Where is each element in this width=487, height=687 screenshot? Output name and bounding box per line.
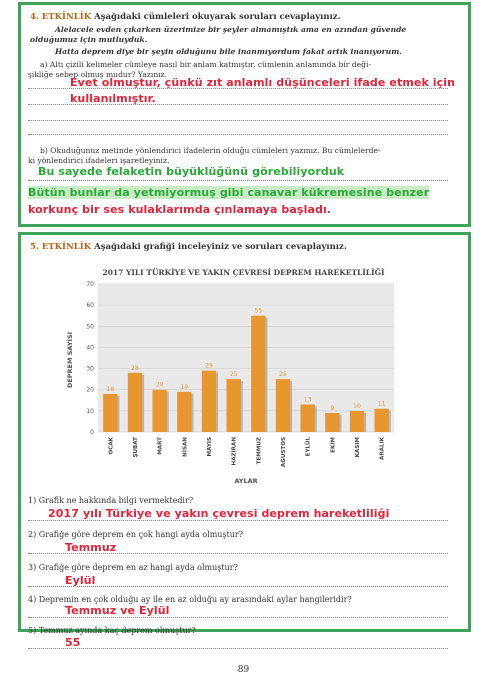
paragraph-1-line-2: olduğumuz için mutluyduk. [30, 35, 148, 44]
category-label: KASIM [355, 437, 361, 458]
y-tick-label: 0 [90, 429, 94, 436]
bar-value-label: 13 [303, 396, 312, 404]
paragraph-1-line-1: Alelacele evden çıkarken üzerimize bir şeyler almamıştık ama en azından güvende [55, 25, 407, 34]
y-tick-label: 50 [86, 323, 94, 331]
bar [153, 390, 167, 432]
question-b-line-2: ki yönlendirici ifadeleri işaretleyiniz. [28, 156, 170, 165]
category-label: ŞUBAT [133, 437, 139, 458]
category-label: NİSAN [182, 437, 189, 457]
question-4: 4) Depremin en çok olduğu ay ile en az olduğu ay arasındaki aylar hangileridir? [28, 595, 352, 604]
paragraph-2: Hatta deprem diye bir şeyin olduğunu bile inanmıyordum fakat artık inanıyorum. [55, 47, 402, 56]
question-3: 3) Grafiğe göre deprem en az hangi ayda olmuştur? [28, 563, 238, 572]
activity-4-instruction: Aşağıdaki cümleleri okuyarak soruları cevaplayınız. [94, 12, 341, 22]
activity-5-title [30, 242, 347, 252]
bar-value-label: 20 [155, 381, 164, 389]
answer-b-line-2: Bütün bunlar da yetmiyormuş gibi canavar kükremesine benzer [28, 186, 430, 199]
answer-line [28, 617, 448, 618]
bar [325, 413, 339, 432]
bar-value-label: 55 [254, 307, 263, 315]
category-label: OCAK [108, 437, 115, 455]
answer-a-line-1: Evet olmuştur, çünkü zıt anlamlı düşünceleri ifade etmek için [70, 76, 456, 89]
chart-title: 2017 YILI TÜRKİYE VE YAKIN ÇEVRESİ DEPREM HAREKETLİLİĞİ [102, 268, 385, 277]
answer-4: Temmuz ve Eylül [65, 604, 170, 617]
answer-b-line-3: korkunç bir ses kulaklarımda çınlamaya başladı. [28, 203, 332, 216]
bar-value-label: 29 [205, 362, 213, 370]
bar [375, 409, 389, 432]
activity-5-instruction: Aşağıdaki grafiği inceleyiniz ve soruları cevaplayınız. [94, 242, 347, 252]
y-tick-label: 70 [86, 281, 94, 288]
question-1: 1) Grafik ne hakkında bilgi vermektedir? [28, 496, 194, 505]
answer-line [28, 553, 448, 554]
category-label: MART [157, 437, 164, 455]
y-tick-label: 20 [86, 386, 94, 394]
bar [103, 394, 117, 432]
bar [128, 373, 142, 432]
bar [202, 371, 216, 432]
activity-5-number: 5. ETKİNLİK [30, 242, 92, 252]
bar [276, 379, 290, 432]
question-2: 2) Grafiğe göre deprem en çok hangi ayda olmuştur? [28, 530, 244, 539]
y-tick-label: 40 [86, 344, 94, 352]
bar-value-label: 28 [131, 364, 139, 372]
activity-4-number: 4. ETKİNLİK [30, 12, 92, 22]
bar-value-label: 9 [330, 404, 335, 412]
bar [251, 316, 265, 432]
category-label: HAZİRAN [231, 437, 238, 466]
y-tick-label: 30 [86, 365, 94, 373]
question-a-line-2: şikliğe sebep olmuş mudur? Yazınız. [28, 70, 168, 79]
answer-line [28, 120, 448, 121]
answer-line [28, 88, 448, 89]
bar-value-label: 11 [377, 400, 386, 408]
answer-line [28, 586, 448, 587]
bar [350, 411, 364, 432]
category-label: TEMMUZ [256, 437, 263, 465]
bar-value-label: 10 [353, 402, 361, 410]
answer-line [28, 520, 448, 521]
y-tick-label: 60 [86, 302, 94, 310]
y-axis-label: DEPREM SAYISI [66, 331, 74, 389]
answer-line [28, 648, 448, 649]
answer-a-line-2: kullanılmıştır. [70, 92, 156, 105]
category-label: EKİM [330, 437, 337, 453]
category-label: ARALIK [379, 437, 386, 460]
bar [177, 392, 191, 432]
earthquake-bar-chart [60, 278, 400, 488]
y-tick-label: 10 [86, 407, 94, 415]
answer-line [28, 104, 448, 105]
category-label: AĞUSTOS [281, 437, 287, 468]
answer-b-line-1: Bu sayede felaketin büyüklüğünü görebiliyorduk [38, 165, 345, 178]
answer-2: Temmuz [65, 541, 117, 554]
category-label: MAYIS [207, 437, 213, 457]
bar-value-label: 25 [229, 371, 238, 379]
category-label: EYLÜL [305, 437, 312, 457]
bar-value-label: 25 [279, 371, 287, 379]
answer-line [28, 134, 448, 135]
answer-1: 2017 yılı Türkiye ve yakın çevresi deprem hareketliliği [48, 507, 390, 520]
answer-line [28, 180, 448, 181]
activity-4-title [30, 12, 341, 22]
question-a-line-1: a) Altı çizili kelimeler cümleye nasıl bir anlam katmıştır, cümlenin anlamında bir deği- [40, 60, 372, 69]
question-b-line-1: b) Okuduğunuz metinde yönlendirici ifadelerin olduğu cümleleri yazınız. Bu cümlelerde- [40, 146, 381, 155]
bar [227, 379, 241, 432]
bar [301, 405, 315, 432]
bar-value-label: 19 [180, 383, 189, 391]
x-axis-label: AYLAR [234, 477, 258, 485]
answer-3: Eylül [65, 574, 96, 587]
answer-5: 55 [65, 636, 81, 649]
bar-value-label: 18 [106, 385, 115, 393]
page-number: 89 [237, 665, 250, 675]
question-5: 5) Temmuz ayında kaç deprem olmuştur? [28, 626, 196, 635]
